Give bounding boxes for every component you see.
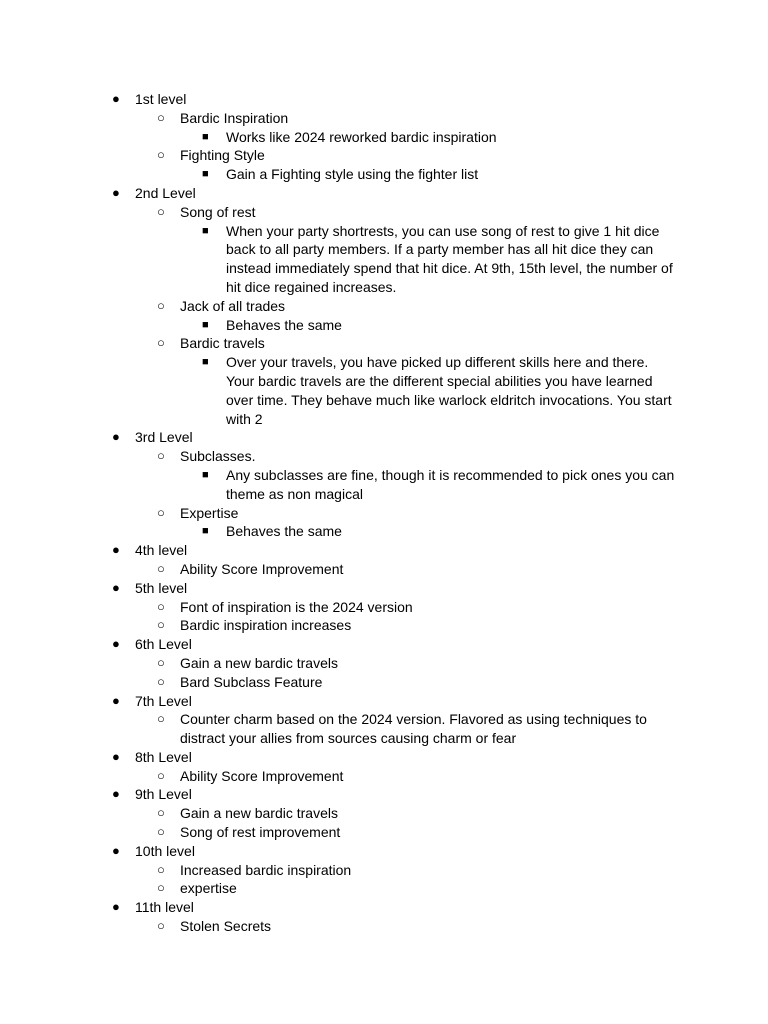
filled-circle-bullet-icon: ●: [112, 786, 120, 802]
feature-item-text: Jack of all trades: [180, 297, 286, 314]
feature-item-text: Fighting Style: [180, 147, 265, 164]
hollow-circle-bullet-icon: ○: [157, 617, 165, 633]
hollow-circle-bullet-icon: ○: [157, 918, 165, 934]
filled-square-bullet-icon: ■: [202, 224, 209, 237]
feature-item-text: Bardic Inspiration: [180, 109, 289, 126]
feature-item-text: Ability Score Improvement: [180, 560, 344, 577]
filled-circle-bullet-icon: ●: [112, 184, 120, 200]
feature-item: [0, 203, 680, 222]
feature-detail: [0, 522, 680, 541]
level-heading-text: 1st level: [135, 91, 187, 107]
feature-item: [0, 710, 680, 748]
level-heading: [0, 842, 680, 861]
filled-square-bullet-icon: ■: [202, 168, 209, 181]
level-heading: [0, 541, 680, 560]
hollow-circle-bullet-icon: ○: [157, 203, 165, 219]
feature-detail: [0, 165, 680, 184]
feature-item-text: Gain a new bardic travels: [180, 654, 338, 671]
feature-item: [0, 297, 680, 316]
feature-item: [0, 654, 680, 673]
document-page: [0, 90, 768, 936]
feature-item: [0, 673, 680, 692]
level-heading-text: 9th Level: [135, 786, 192, 803]
filled-square-bullet-icon: ■: [202, 468, 209, 481]
filled-circle-bullet-icon: ●: [112, 429, 120, 445]
hollow-circle-bullet-icon: ○: [157, 711, 165, 727]
feature-item-text: Font of inspiration is the 2024 version: [180, 598, 413, 615]
feature-item: [0, 447, 680, 466]
level-heading: [0, 692, 680, 711]
feature-item: [0, 879, 680, 898]
hollow-circle-bullet-icon: ○: [157, 335, 165, 351]
filled-circle-bullet-icon: ●: [112, 542, 120, 558]
level-heading-text: 11th level: [135, 899, 194, 916]
hollow-circle-bullet-icon: ○: [157, 448, 165, 464]
hollow-circle-bullet-icon: ○: [157, 147, 165, 163]
feature-detail-text: Behaves the same: [226, 523, 342, 540]
feature-item-text: Increased bardic inspiration: [180, 861, 352, 878]
feature-item: [0, 109, 680, 128]
hollow-circle-bullet-icon: ○: [157, 673, 165, 689]
filled-circle-bullet-icon: ●: [112, 899, 120, 915]
filled-square-bullet-icon: ■: [202, 318, 209, 331]
feature-item-text: Gain a new bardic travels: [180, 805, 338, 822]
level-heading-text: 4th level: [135, 542, 188, 559]
feature-item: [0, 504, 680, 523]
hollow-circle-bullet-icon: ○: [157, 654, 165, 670]
feature-item-text: Song of rest improvement: [180, 824, 341, 841]
level-heading-text: 5th level: [135, 579, 188, 596]
hollow-circle-bullet-icon: ○: [157, 880, 165, 896]
level-heading-text: 3rd Level: [135, 429, 193, 446]
feature-detail-text: Behaves the same: [226, 316, 342, 333]
feature-item-text: expertise: [180, 880, 237, 897]
feature-detail-text: When your party shortrests, you can use song of rest to give 1 hit dice back to all party members. If a party member has all hit dice they can instead immediately spend that hit dice. At 9th, 15th level, the number of hit dice regained increases.: [226, 222, 673, 295]
feature-item-text: Stolen Secrets: [180, 918, 272, 935]
feature-item-text: Subclasses.: [180, 448, 256, 465]
feature-item-text: Bard Subclass Feature: [180, 673, 323, 690]
level-heading: [0, 428, 680, 447]
hollow-circle-bullet-icon: ○: [157, 824, 165, 840]
feature-item-text: Expertise: [180, 504, 239, 521]
feature-item-text: Ability Score Improvement: [180, 767, 344, 784]
filled-circle-bullet-icon: ●: [112, 636, 120, 652]
feature-detail-text: Over your travels, you have picked up different skills here and there. Your bardic travels are the different special abilities you have learned over time. They behave much like warlock eldritch invocations. You start with 2: [226, 354, 672, 427]
feature-detail: [0, 222, 680, 297]
feature-item: [0, 616, 680, 635]
hollow-circle-bullet-icon: ○: [157, 560, 165, 576]
feature-item: [0, 861, 680, 880]
feature-detail: [0, 466, 680, 504]
level-heading: [0, 90, 680, 109]
feature-item-text: Counter charm based on the 2024 version. Flavored as using techniques to distract your allies from sources causing charm or fear: [180, 711, 647, 747]
level-heading-text: 2nd Level: [135, 184, 196, 201]
level-heading-text: 8th Level: [135, 748, 192, 765]
hollow-circle-bullet-icon: ○: [157, 861, 165, 877]
level-heading-text: 6th Level: [135, 636, 192, 653]
hollow-circle-bullet-icon: ○: [157, 109, 165, 125]
feature-item-text: Bardic inspiration increases: [180, 617, 352, 634]
filled-square-bullet-icon: ■: [202, 525, 209, 538]
filled-circle-bullet-icon: ●: [112, 91, 120, 106]
level-heading: [0, 785, 680, 804]
feature-item: [0, 146, 680, 165]
filled-circle-bullet-icon: ●: [112, 748, 120, 764]
feature-detail: [0, 128, 680, 147]
feature-item-text: Bardic travels: [180, 335, 265, 352]
filled-square-bullet-icon: ■: [202, 356, 209, 369]
hollow-circle-bullet-icon: ○: [157, 504, 165, 520]
feature-detail-text: Gain a Fighting style using the fighter list: [226, 166, 479, 183]
feature-item: [0, 767, 680, 786]
filled-square-bullet-icon: ■: [202, 130, 209, 143]
hollow-circle-bullet-icon: ○: [157, 805, 165, 821]
feature-item: [0, 334, 680, 353]
feature-detail: [0, 316, 680, 335]
feature-item: [0, 804, 680, 823]
feature-item-text: Song of rest: [180, 203, 256, 220]
feature-detail-text: Works like 2024 reworked bardic inspiration: [226, 128, 497, 145]
feature-item: [0, 823, 680, 842]
level-heading-text: 7th Level: [135, 692, 192, 709]
level-heading: [0, 898, 680, 917]
feature-detail-text: Any subclasses are fine, though it is recommended to pick ones you can theme as non magical: [226, 466, 675, 502]
filled-circle-bullet-icon: ●: [112, 579, 120, 595]
hollow-circle-bullet-icon: ○: [157, 598, 165, 614]
level-heading: [0, 184, 680, 203]
level-heading: [0, 635, 680, 654]
feature-item: [0, 598, 680, 617]
level-heading-text: 10th level: [135, 842, 195, 859]
filled-circle-bullet-icon: ●: [112, 692, 120, 708]
level-heading: [0, 579, 680, 598]
filled-circle-bullet-icon: ●: [112, 842, 120, 858]
hollow-circle-bullet-icon: ○: [157, 297, 165, 313]
feature-detail: [0, 353, 680, 428]
hollow-circle-bullet-icon: ○: [157, 767, 165, 783]
feature-item: [0, 560, 680, 579]
level-heading: [0, 748, 680, 767]
feature-item: [0, 917, 680, 936]
